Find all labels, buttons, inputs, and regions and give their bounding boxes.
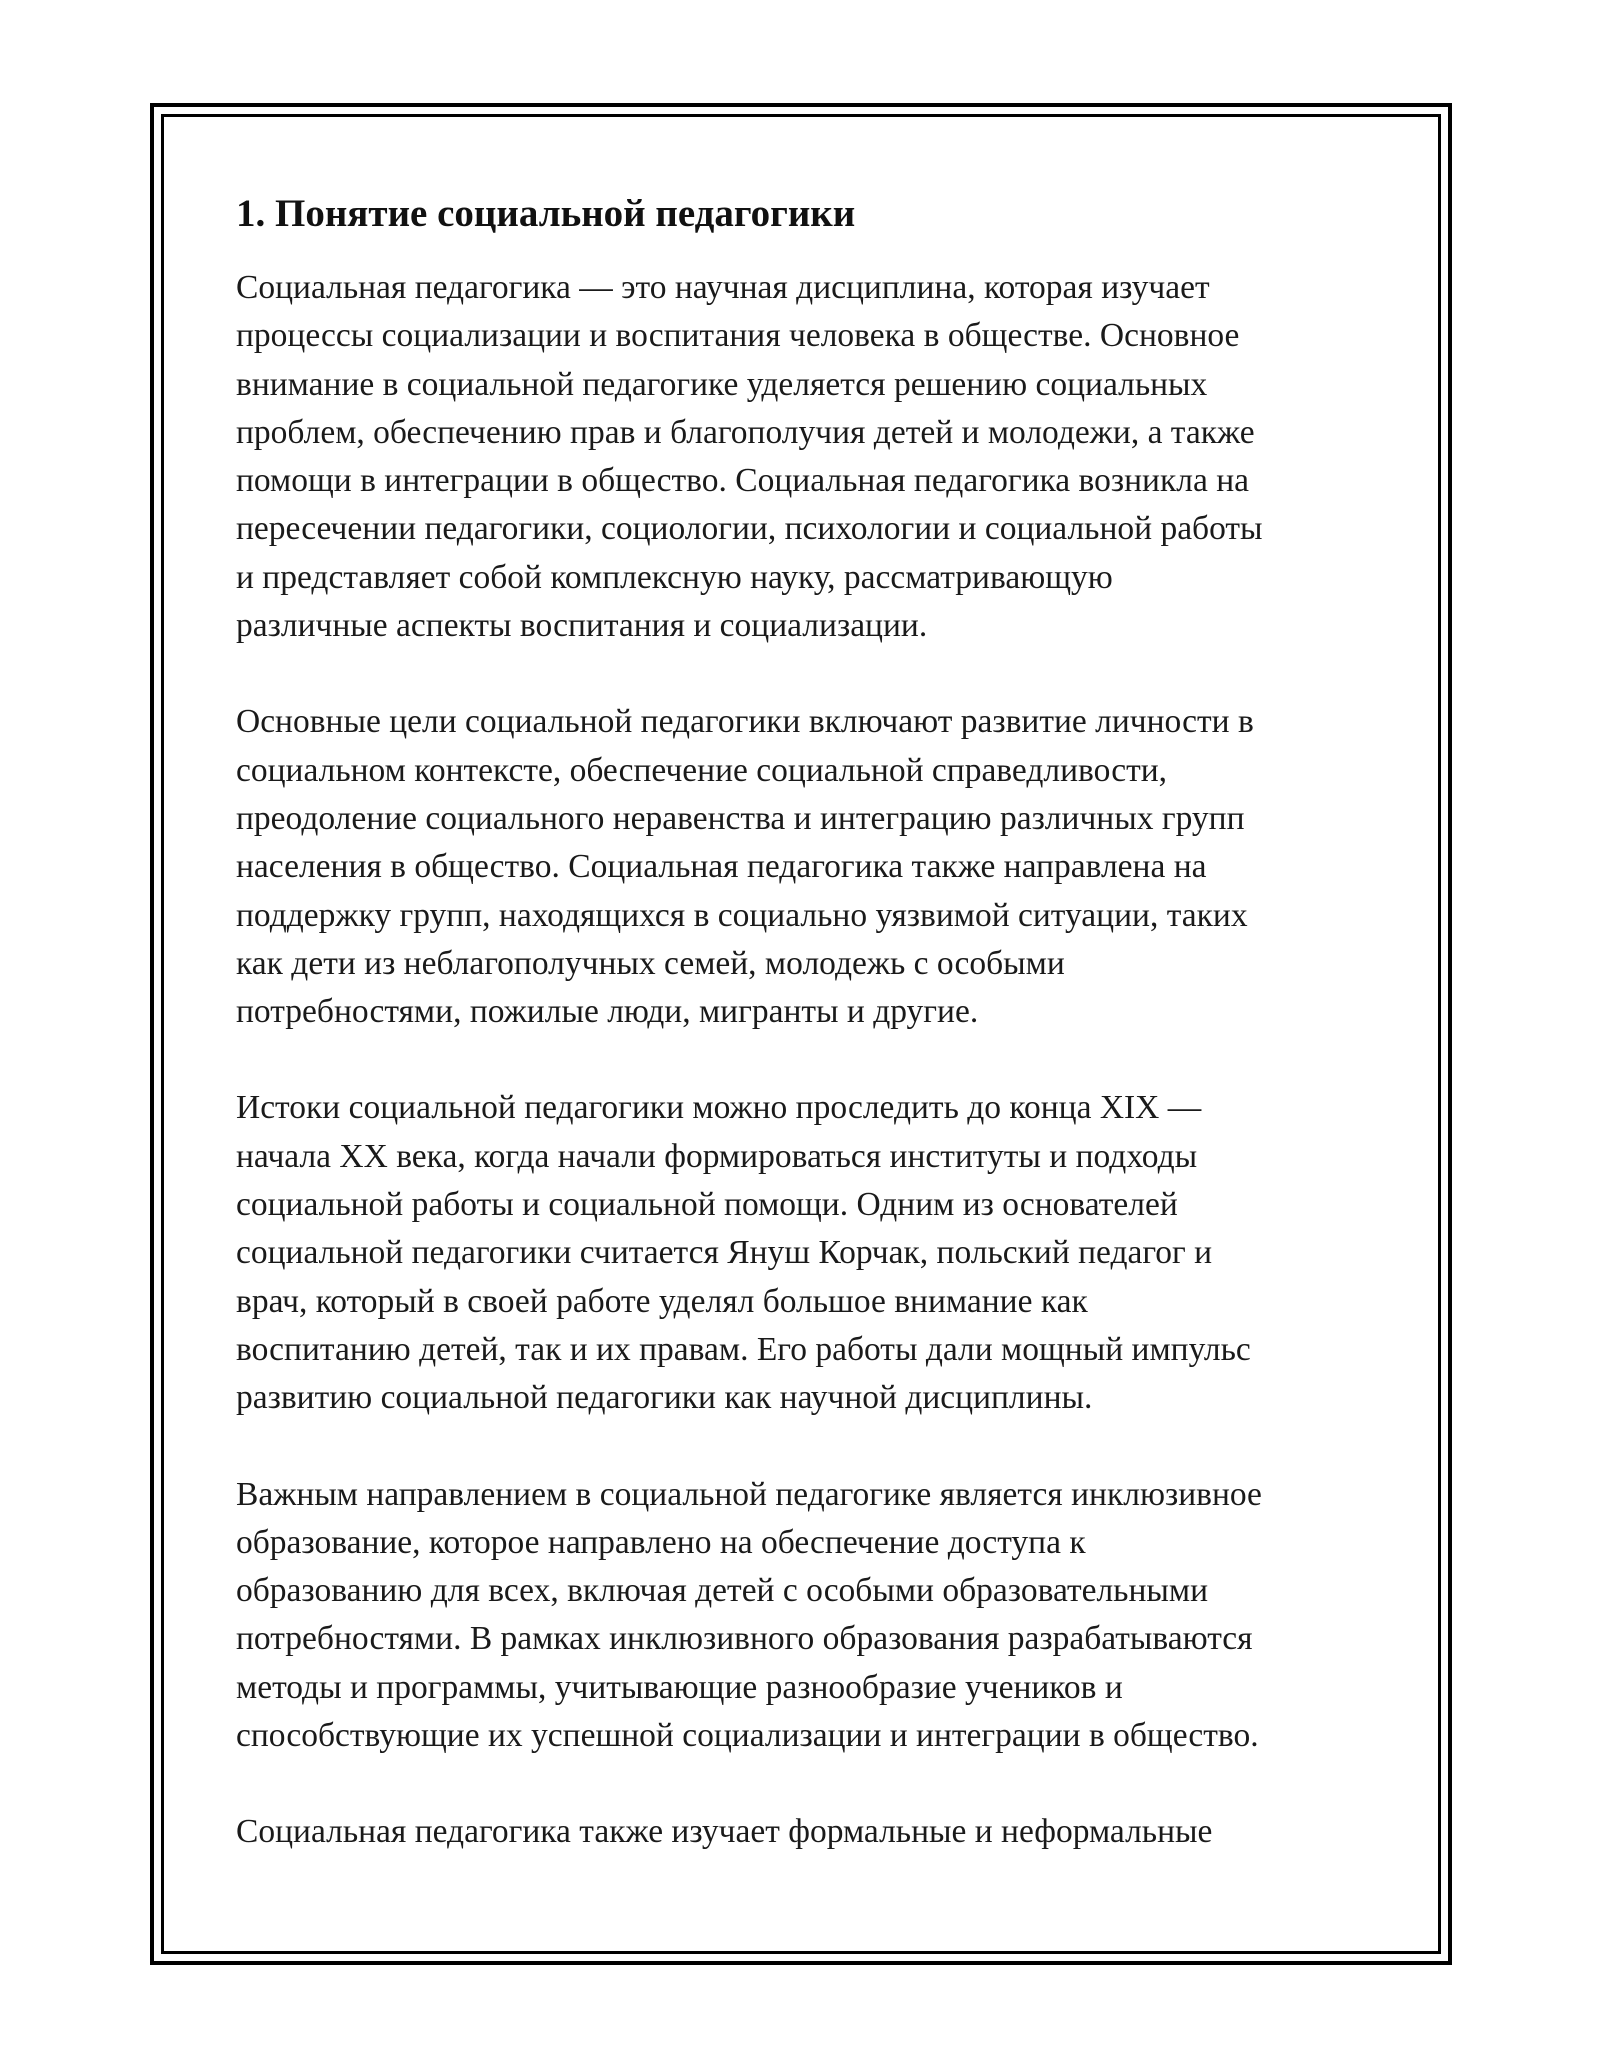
document-body xyxy=(236,186,1376,1905)
section-heading: 1. Понятие социальной педагогики xyxy=(236,192,856,235)
text-line: населения в общество. Социальная педагогика также направлена на xyxy=(236,848,1207,886)
paragraph xyxy=(236,264,1376,650)
text-line: внимание в социальной педагогике уделяется решению социальных xyxy=(236,365,1208,403)
text-line: и представляет собой комплексную науку, рассматривающую xyxy=(236,558,1113,596)
text-line: способствующие их успешной социализации и интеграции в общество. xyxy=(236,1717,1259,1755)
text-line: проблем, обеспечению прав и благополучия детей и молодежи, а также xyxy=(236,413,1255,451)
text-line: поддержку групп, находящихся в социально уязвимой ситуации, таких xyxy=(236,896,1248,934)
text-line: преодоление социального неравенства и интеграцию различных групп xyxy=(236,799,1245,837)
paragraph xyxy=(236,1084,1376,1422)
text-line: потребностями. В рамках инклюзивного образования разрабатываются xyxy=(236,1620,1253,1658)
text-line: пересечении педагогики, социологии, психологии и социальной работы xyxy=(236,510,1263,548)
text-line: процессы социализации и воспитания человека в обществе. Основное xyxy=(236,317,1240,355)
text-line: методы и программы, учитывающие разнообразие учеников и xyxy=(236,1668,1123,1706)
paragraph xyxy=(236,1471,1376,1761)
text-line: Социальная педагогика — это научная дисциплина, которая изучает xyxy=(236,269,1210,306)
text-line: потребностями, пожилые люди, мигранты и другие. xyxy=(236,993,979,1031)
text-line: образованию для всех, включая детей с особыми образовательными xyxy=(236,1572,1209,1610)
paragraph xyxy=(236,1808,1376,1856)
text-line: Основные цели социальной педагогики включают развитие личности в xyxy=(236,703,1254,741)
text-line: Истоки социальной педагогики можно проследить до конца XIX — xyxy=(236,1089,1202,1127)
text-line: социальной работы и социальной помощи. Одним из основателей xyxy=(236,1186,1178,1224)
text-line: Социальная педагогика также изучает формальные и неформальные xyxy=(236,1813,1213,1851)
text-line: как дети из неблагополучных семей, молодежь с особыми xyxy=(236,944,1065,982)
text-line: различные аспекты воспитания и социализации. xyxy=(236,607,928,645)
text-line: развитию социальной педагогики как научной дисциплины. xyxy=(236,1379,1093,1417)
text-line: социальной педагогики считается Януш Корчак, польский педагог и xyxy=(236,1234,1213,1272)
paragraph xyxy=(236,698,1376,1036)
text-line: социальном контексте, обеспечение социальной справедливости, xyxy=(236,751,1168,789)
text-line: начала XX века, когда начали формироваться институты и подходы xyxy=(236,1137,1198,1175)
text-line: помощи в интеграции в общество. Социальная педагогика возникла на xyxy=(236,462,1249,500)
text-line: врач, который в своей работе уделял большое внимание как xyxy=(236,1282,1088,1320)
text-line: образование, которое направлено на обеспечение доступа к xyxy=(236,1523,1086,1561)
paragraph-list xyxy=(236,264,1376,1857)
text-line: воспитанию детей, так и их правам. Его работы дали мощный импульс xyxy=(236,1330,1251,1368)
text-line: Важным направлением в социальной педагогике является инклюзивное xyxy=(236,1475,1262,1513)
